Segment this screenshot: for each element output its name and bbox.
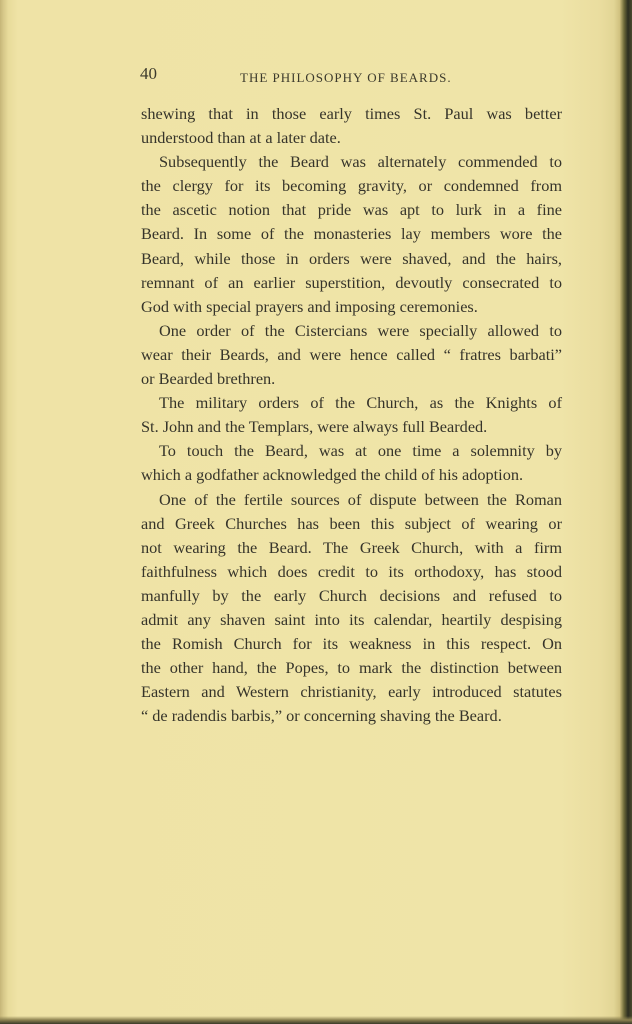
text-line: The military orders of the Church, as the Knights of — [159, 393, 562, 413]
text-line: Beard, while those in orders were shaved, and the hairs, — [141, 248, 562, 268]
page-left-edge — [0, 0, 8, 1024]
text-line: or Bearded brethren. — [141, 369, 276, 389]
text-line: admit any shaven saint into its calendar, heartily despising — [141, 609, 562, 629]
running-title: THE PHILOSOPHY OF BEARDS. — [240, 70, 452, 85]
paragraph — [141, 488, 562, 729]
text-line: the clergy for its becoming gravity, or condemned from — [141, 176, 562, 196]
text-line: To touch the Beard, was at one time a solemnity by — [159, 441, 562, 461]
text-line: One order of the Cistercians were specially allowed to — [159, 320, 562, 340]
page-header — [140, 64, 560, 88]
paragraph — [141, 150, 562, 319]
text-line: not wearing the Beard. The Greek Church, with a firm — [141, 537, 562, 557]
page-number: 40 — [140, 64, 157, 83]
paragraph — [141, 439, 562, 487]
text-line: St. John and the Templars, were always full Bearded. — [141, 417, 488, 437]
text-line: shewing that in those early times St. Paul was better — [141, 104, 562, 123]
text-line: “ de radendis barbis,” or concerning shaving the Beard. — [141, 706, 502, 726]
page-right-edge — [620, 0, 632, 1024]
text-line: remnant of an earlier superstition, devoutly consecrated to — [141, 272, 562, 292]
paragraph — [141, 319, 562, 391]
paragraph — [141, 391, 562, 439]
text-line: which a godfather acknowledged the child of his adoption. — [141, 465, 524, 485]
text-line: the other hand, the Popes, to mark the distinction between — [141, 658, 562, 678]
text-line: manfully by the early Church decisions and refused to — [141, 585, 562, 605]
text-line: One of the fertile sources of dispute between the Roman — [159, 489, 562, 509]
text-line: understood than at a later date. — [141, 128, 341, 148]
paragraph — [141, 102, 562, 150]
text-line: God with special prayers and imposing ceremonies. — [141, 296, 478, 316]
text-line: and Greek Churches has been this subject of wearing or — [141, 513, 562, 533]
page-bottom-edge — [0, 1016, 632, 1024]
text-line: the Romish Church for its weakness in this respect. On — [141, 634, 562, 654]
text-line: Beard. In some of the monasteries lay members wore the — [141, 224, 562, 244]
text-line: Subsequently the Beard was alternately commended to — [159, 152, 562, 172]
text-line: wear their Beards, and were hence called “ fratres barbati” — [141, 344, 562, 364]
text-line: Eastern and Western christianity, early introduced statutes — [141, 682, 562, 702]
text-line: the ascetic notion that pride was apt to lurk in a fine — [141, 200, 562, 220]
body-text — [141, 102, 562, 728]
text-line: faithfulness which does credit to its orthodoxy, has stood — [141, 561, 562, 581]
